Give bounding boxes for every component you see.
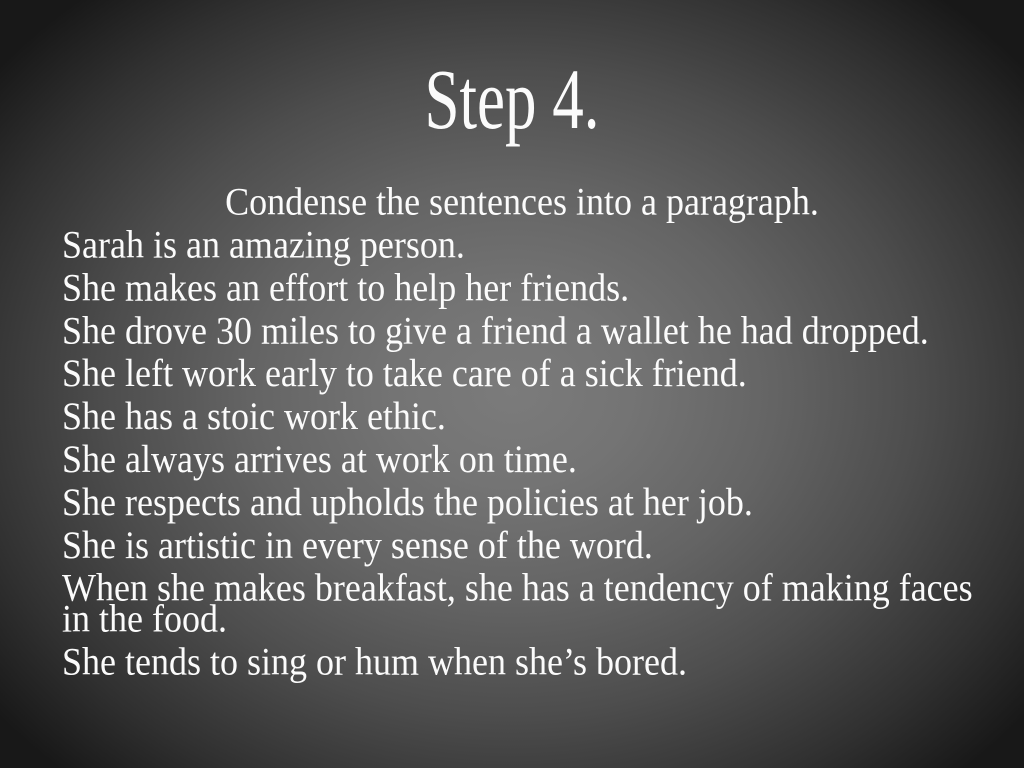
sentence: She respects and upholds the policies at her job. [62, 479, 753, 524]
sentence: She drove 30 miles to give a friend a wallet he had dropped. [62, 308, 929, 353]
sentence: She always arrives at work on time. [62, 436, 577, 481]
slide-title: Step 4. [424, 52, 600, 147]
slide-subtitle: Condense the sentences into a paragraph. [225, 179, 819, 224]
sentence: She makes an effort to help her friends. [62, 265, 630, 310]
sentence: She left work early to take care of a sick friend. [62, 351, 747, 395]
sentence: She is artistic in every sense of the word. [62, 522, 653, 567]
sentence: She has a stoic work ethic. [62, 393, 446, 438]
slide-body-text [62, 179, 982, 689]
sentence: When she makes breakfast, she has a tendency of making faces in the food. [62, 565, 973, 641]
sentence: Sarah is an amazing person. [62, 222, 465, 267]
sentence: She tends to sing or hum when she’s bored. [62, 639, 687, 684]
